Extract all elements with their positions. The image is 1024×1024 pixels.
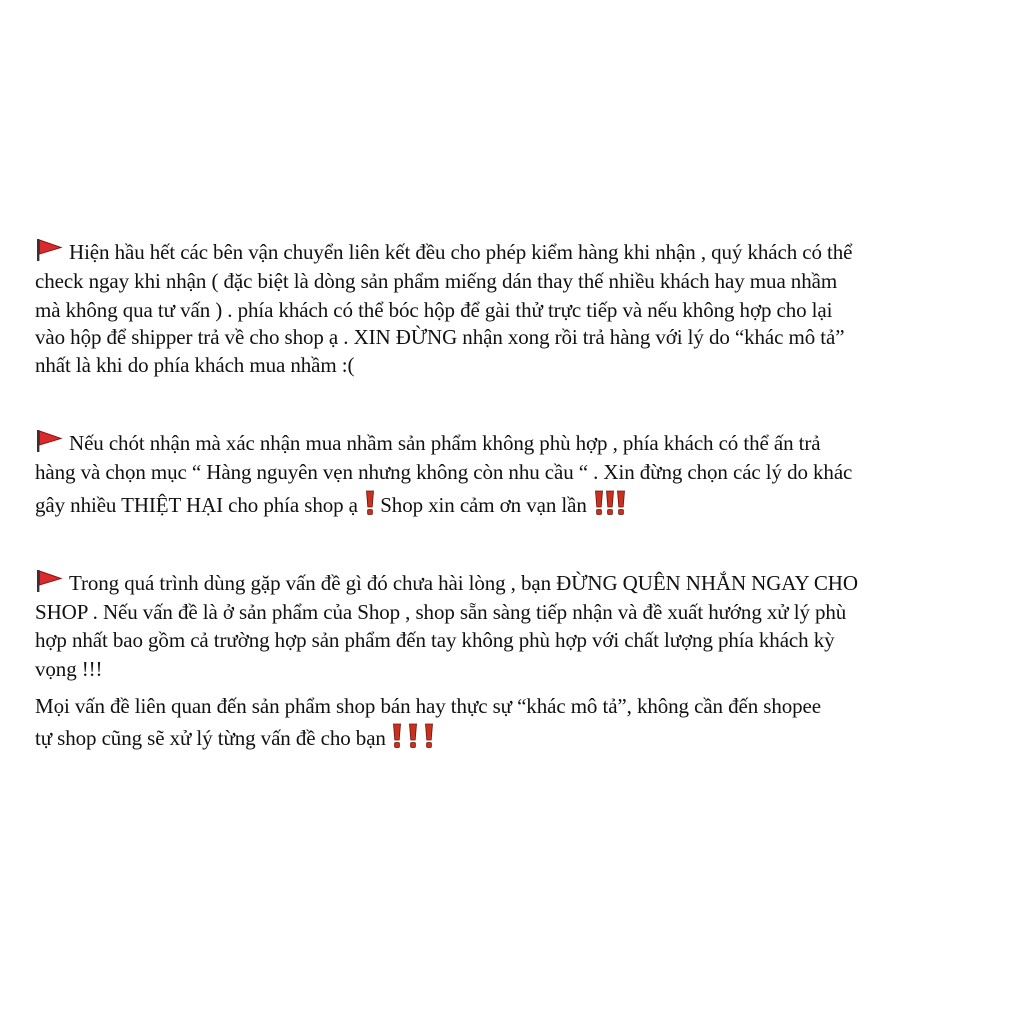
notice-3-text: SHOP . Nếu vấn đề là ở sản phẩm của Shop , shop sẵn sàng tiếp nhận và đề xuất hướng xử lý phù xyxy=(35,600,847,624)
notice-2-line-2 xyxy=(35,458,852,486)
exclamation-icon xyxy=(408,723,418,749)
exclamation-icon xyxy=(365,490,375,516)
exclamation-icon xyxy=(594,490,604,516)
notice-4-line-2 xyxy=(35,723,434,752)
exclamation-icon xyxy=(392,723,402,749)
notice-1-text: check ngay khi nhận ( đặc biệt là dòng sản phẩm miếng dán thay thế nhiều khách hay mua nhầm xyxy=(35,269,838,293)
notice-1-line-2 xyxy=(35,267,837,295)
notice-1-text: nhất là khi do phía khách mua nhầm :( xyxy=(35,353,355,377)
notice-3-line-4 xyxy=(35,655,102,683)
notice-4-text: Mọi vấn đề liên quan đến sản phẩm shop bán hay thực sự “khác mô tả”, không cần đến shopee xyxy=(35,694,821,718)
notice-2-text: Nếu chót nhận mà xác nhận mua nhầm sản phẩm không phù hợp , phía khách có thể ấn trả xyxy=(69,431,821,455)
notice-2-text: hàng và chọn mục “ Hàng nguyên vẹn nhưng không còn nhu cầu “ . Xin đừng chọn các lý do khác xyxy=(35,460,853,484)
notice-1-line-1 xyxy=(35,238,852,266)
notice-1-line-5 xyxy=(35,351,354,379)
notice-3-text: hợp nhất bao gồm cả trường hợp sản phẩm đến tay không phù hợp với chất lượng phía khách kỳ xyxy=(35,628,835,652)
notice-1-line-4 xyxy=(35,323,844,351)
red-flag-icon xyxy=(35,569,63,593)
notice-4-text: tự shop cũng sẽ xử lý từng vấn đề cho bạn xyxy=(35,726,386,750)
notice-3-text: vọng !!! xyxy=(35,657,103,681)
red-flag-icon xyxy=(35,238,63,262)
notice-3-text: Trong quá trình dùng gặp vấn đề gì đó chưa hài lòng , bạn ĐỪNG QUÊN NHẮN NGAY CHO xyxy=(69,571,858,595)
notice-3-line-2 xyxy=(35,598,846,626)
red-flag-icon xyxy=(35,429,63,453)
notice-2-line-3 xyxy=(35,490,626,519)
notice-1-text: Hiện hầu hết các bên vận chuyển liên kết đều cho phép kiểm hàng khi nhận , quý khách có thể xyxy=(69,240,853,264)
notice-2-text: Shop xin cảm ơn vạn lần xyxy=(380,493,587,517)
notice-2-text: gây nhiều THIỆT HẠI cho phía shop ạ xyxy=(35,493,358,517)
notice-2-line-1 xyxy=(35,429,821,457)
notice-3-line-3 xyxy=(35,626,835,654)
exclamation-icon xyxy=(424,723,434,749)
notice-4-line-1 xyxy=(35,692,821,720)
notice-1-text: mà không qua tư vấn ) . phía khách có thể bóc hộp để gài thử trực tiếp và nếu không hợp cho lại xyxy=(35,298,833,322)
exclamation-icon xyxy=(616,490,626,516)
notice-1-text: vào hộp để shipper trả về cho shop ạ . XIN ĐỪNG nhận xong rồi trả hàng với lý do “khác mô tả” xyxy=(35,325,845,349)
notice-3-line-1 xyxy=(35,569,858,597)
exclamation-icon xyxy=(605,490,615,516)
notice-1-line-3 xyxy=(35,296,832,324)
